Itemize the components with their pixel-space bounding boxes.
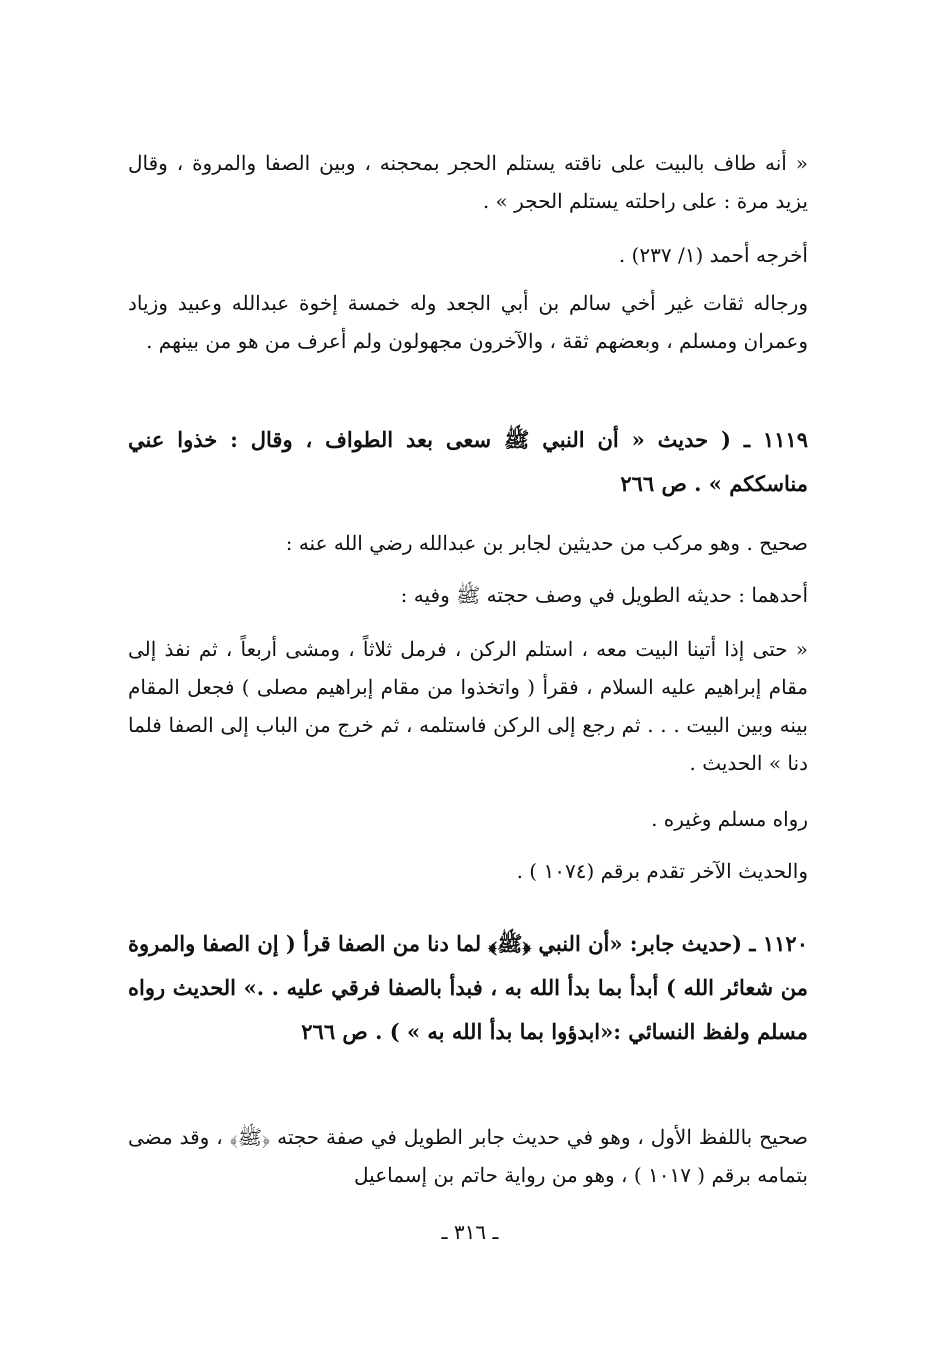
paragraph-ahaduhuma: أحدهما : حديثه الطويل في وصف حجته ﷺ وفيه : <box>400 583 808 607</box>
paragraph-sahih-murakkab: صحيح . وهو مركب من حديثين لجابر بن عبدالله رضي الله عنه : <box>285 531 808 555</box>
paragraph-hadith-1119: ١١١٩ ـ ( حديث « أن النبي ﷺ سعى بعد الطواف ، وقال : خذوا عني مناسككم » . ص ٢٦٦ <box>128 427 808 496</box>
paragraph-takhrij-ahmad: أخرجه أحمد (١/ ٢٣٧) . <box>618 243 808 267</box>
page-number: ـ ٣١٦ ـ <box>441 1220 499 1244</box>
paragraph-hadith-1120: ١١٢٠ ـ (حديث جابر: «أن النبي ﴿ﷺ﴾ لما دنا من الصفا قرأ ( إن الصفا والمروة من شعائر الله ) أبدأ بما بدأ الله به ، فبدأ بالصفا فرقي عليه . .» الحديث رواه مسلم ولفظ النسائي :«ابدؤوا بما بدأ الله به » ) . ص ٢٦٦ <box>128 931 808 1044</box>
paragraph-rijal: ورجاله ثقات غير أخي سالم بن أبي الجعد وله خمسة إخوة عبدالله وعبيد وزياد وعمران ومسلم ، وبعضهم ثقة ، والآخرون مجهولون ولم أعرف من هو من بينهم . <box>128 291 808 353</box>
paragraph-sahih-bil-lafz: صحيح باللفظ الأول ، وهو في حديث جابر الطويل في صفة حجته ﴿ﷺ﴾ ، وقد مضى بتمامه برقم ( ١٠١٧ ) ، وهو من رواية حاتم بن إسماعيل <box>128 1125 808 1187</box>
paragraph-hadith-tawaf-text: « أنه طاف بالبيت على ناقته يستلم الحجر بمحجنه ، وبين الصفا والمروة ، وقال يزيد مرة : على راحلته يستلم الحجر » . <box>128 151 808 213</box>
paragraph-hatta-idha: « حتى إذا أتينا البيت معه ، استلم الركن ، فرمل ثلاثاً ، ومشى أربعاً ، ثم نفذ إلى مقام إبراهيم عليه السلام ، فقرأ ( واتخذوا من مقام إبراهيم مصلى ) فجعل المقام بينه وبين البيت . . . ثم رجع إلى الركن فاستلمه ، ثم خرج من الباب إلى الصفا فلما دنا » الحديث . <box>128 637 808 775</box>
paragraph-rawahu-muslim: رواه مسلم وغيره . <box>651 807 808 831</box>
paragraph-hadith-akhar: والحديث الآخر تقدم برقم (١٠٧٤ ) . <box>516 859 808 883</box>
